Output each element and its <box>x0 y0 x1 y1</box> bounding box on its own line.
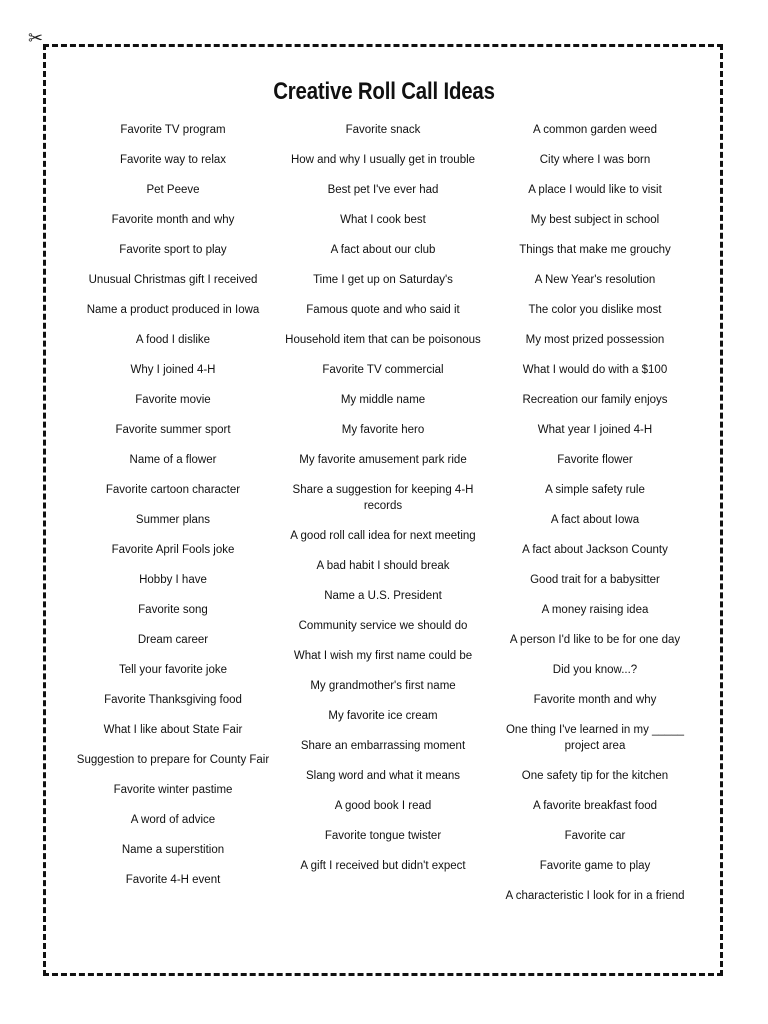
roll-call-idea: Favorite summer sport <box>115 424 231 436</box>
roll-call-idea: Community service we should do <box>298 620 468 632</box>
roll-call-idea: My best subject in school <box>530 214 660 226</box>
roll-call-idea: Favorite song <box>138 604 208 616</box>
roll-call-idea: One thing I've learned in my _____ project area <box>505 724 684 752</box>
roll-call-idea: Recreation our family enjoys <box>522 394 668 406</box>
ideas-column-3 <box>490 120 700 916</box>
roll-call-idea: My favorite amusement park ride <box>299 454 467 466</box>
roll-call-idea: A characteristic I look for in a friend <box>505 890 685 902</box>
roll-call-idea: A fact about our club <box>330 244 436 256</box>
roll-call-idea: City where I was born <box>539 154 651 166</box>
roll-call-idea: Favorite month and why <box>111 214 235 226</box>
roll-call-idea: A fact about Iowa <box>550 514 640 526</box>
roll-call-idea: One safety tip for the kitchen <box>521 770 669 782</box>
roll-call-idea: Favorite Thanksgiving food <box>104 694 242 706</box>
roll-call-idea: A gift I received but didn't expect <box>300 860 466 872</box>
ideas-column-2 <box>278 120 488 886</box>
roll-call-idea: What I like about State Fair <box>103 724 243 736</box>
roll-call-idea: Favorite snack <box>345 124 421 136</box>
roll-call-idea: Tell your favorite joke <box>118 664 228 676</box>
roll-call-idea: Favorite game to play <box>539 860 651 872</box>
roll-call-idea: Share an embarrassing moment <box>300 740 466 752</box>
roll-call-idea: A New Year's resolution <box>534 274 656 286</box>
roll-call-idea: My grandmother's first name <box>310 680 456 692</box>
roll-call-idea: What I wish my first name could be <box>293 650 473 662</box>
roll-call-idea: A bad habit I should break <box>316 560 450 572</box>
roll-call-idea: Share a suggestion for keeping 4-H records <box>292 484 474 512</box>
roll-call-idea: Favorite flower <box>557 454 633 466</box>
roll-call-idea: A food I dislike <box>135 334 211 346</box>
roll-call-idea: A place I would like to visit <box>528 184 662 196</box>
roll-call-idea: Hobby I have <box>139 574 207 586</box>
roll-call-idea: What year I joined 4-H <box>537 424 653 436</box>
roll-call-idea: Favorite month and why <box>533 694 657 706</box>
roll-call-idea: Favorite 4-H event <box>125 874 221 886</box>
roll-call-idea: What I would do with a $100 <box>522 364 668 376</box>
scissors-icon: ✂ <box>28 28 44 49</box>
roll-call-idea: Suggestion to prepare for County Fair <box>76 754 270 766</box>
roll-call-idea: Slang word and what it means <box>305 770 461 782</box>
roll-call-idea: Summer plans <box>135 514 211 526</box>
roll-call-idea: Best pet I've ever had <box>327 184 439 196</box>
roll-call-idea: Things that make me grouchy <box>519 244 671 256</box>
roll-call-idea: Pet Peeve <box>146 184 200 196</box>
roll-call-idea: Favorite way to relax <box>119 154 227 166</box>
roll-call-idea: Favorite cartoon character <box>105 484 241 496</box>
roll-call-idea: A fact about Jackson County <box>522 544 668 556</box>
roll-call-idea: A word of advice <box>130 814 216 826</box>
roll-call-idea: Why I joined 4-H <box>130 364 216 376</box>
page-title: Creative Roll Call Ideas <box>273 78 495 105</box>
roll-call-idea: Favorite TV commercial <box>322 364 444 376</box>
roll-call-idea: My favorite ice cream <box>328 710 438 722</box>
roll-call-idea: A common garden weed <box>532 124 658 136</box>
roll-call-idea: Favorite movie <box>135 394 211 406</box>
roll-call-idea: A favorite breakfast food <box>532 800 658 812</box>
roll-call-idea: My most prized possession <box>525 334 665 346</box>
roll-call-idea: Dream career <box>137 634 209 646</box>
roll-call-idea: A person I'd like to be for one day <box>509 634 681 646</box>
roll-call-idea: A good book I read <box>334 800 432 812</box>
roll-call-idea: The color you dislike most <box>528 304 662 316</box>
roll-call-idea: What I cook best <box>340 214 426 226</box>
ideas-column-1 <box>68 120 278 900</box>
roll-call-idea: A money raising idea <box>541 604 649 616</box>
roll-call-idea: Name of a flower <box>129 454 217 466</box>
roll-call-idea: Favorite TV program <box>120 124 226 136</box>
roll-call-idea: My middle name <box>340 394 426 406</box>
roll-call-idea: Favorite tongue twister <box>324 830 442 842</box>
roll-call-idea: How and why I usually get in trouble <box>290 154 476 166</box>
roll-call-idea: Favorite sport to play <box>119 244 227 256</box>
roll-call-idea: Famous quote and who said it <box>306 304 460 316</box>
roll-call-idea: Unusual Christmas gift I received <box>88 274 258 286</box>
roll-call-idea: Name a product produced in Iowa <box>86 304 260 316</box>
roll-call-idea: Favorite winter pastime <box>113 784 233 796</box>
roll-call-idea: Time I get up on Saturday's <box>313 274 453 286</box>
roll-call-idea: Good trait for a babysitter <box>530 574 660 586</box>
roll-call-idea: Name a superstition <box>121 844 225 856</box>
roll-call-idea: Name a U.S. President <box>324 590 442 602</box>
roll-call-idea: A simple safety rule <box>545 484 645 496</box>
roll-call-idea: Did you know...? <box>552 664 638 676</box>
roll-call-idea: Favorite car <box>564 830 626 842</box>
roll-call-idea: A good roll call idea for next meeting <box>290 530 476 542</box>
roll-call-idea: My favorite hero <box>341 424 425 436</box>
roll-call-idea: Household item that can be poisonous <box>285 334 481 346</box>
roll-call-idea: Favorite April Fools joke <box>111 544 235 556</box>
